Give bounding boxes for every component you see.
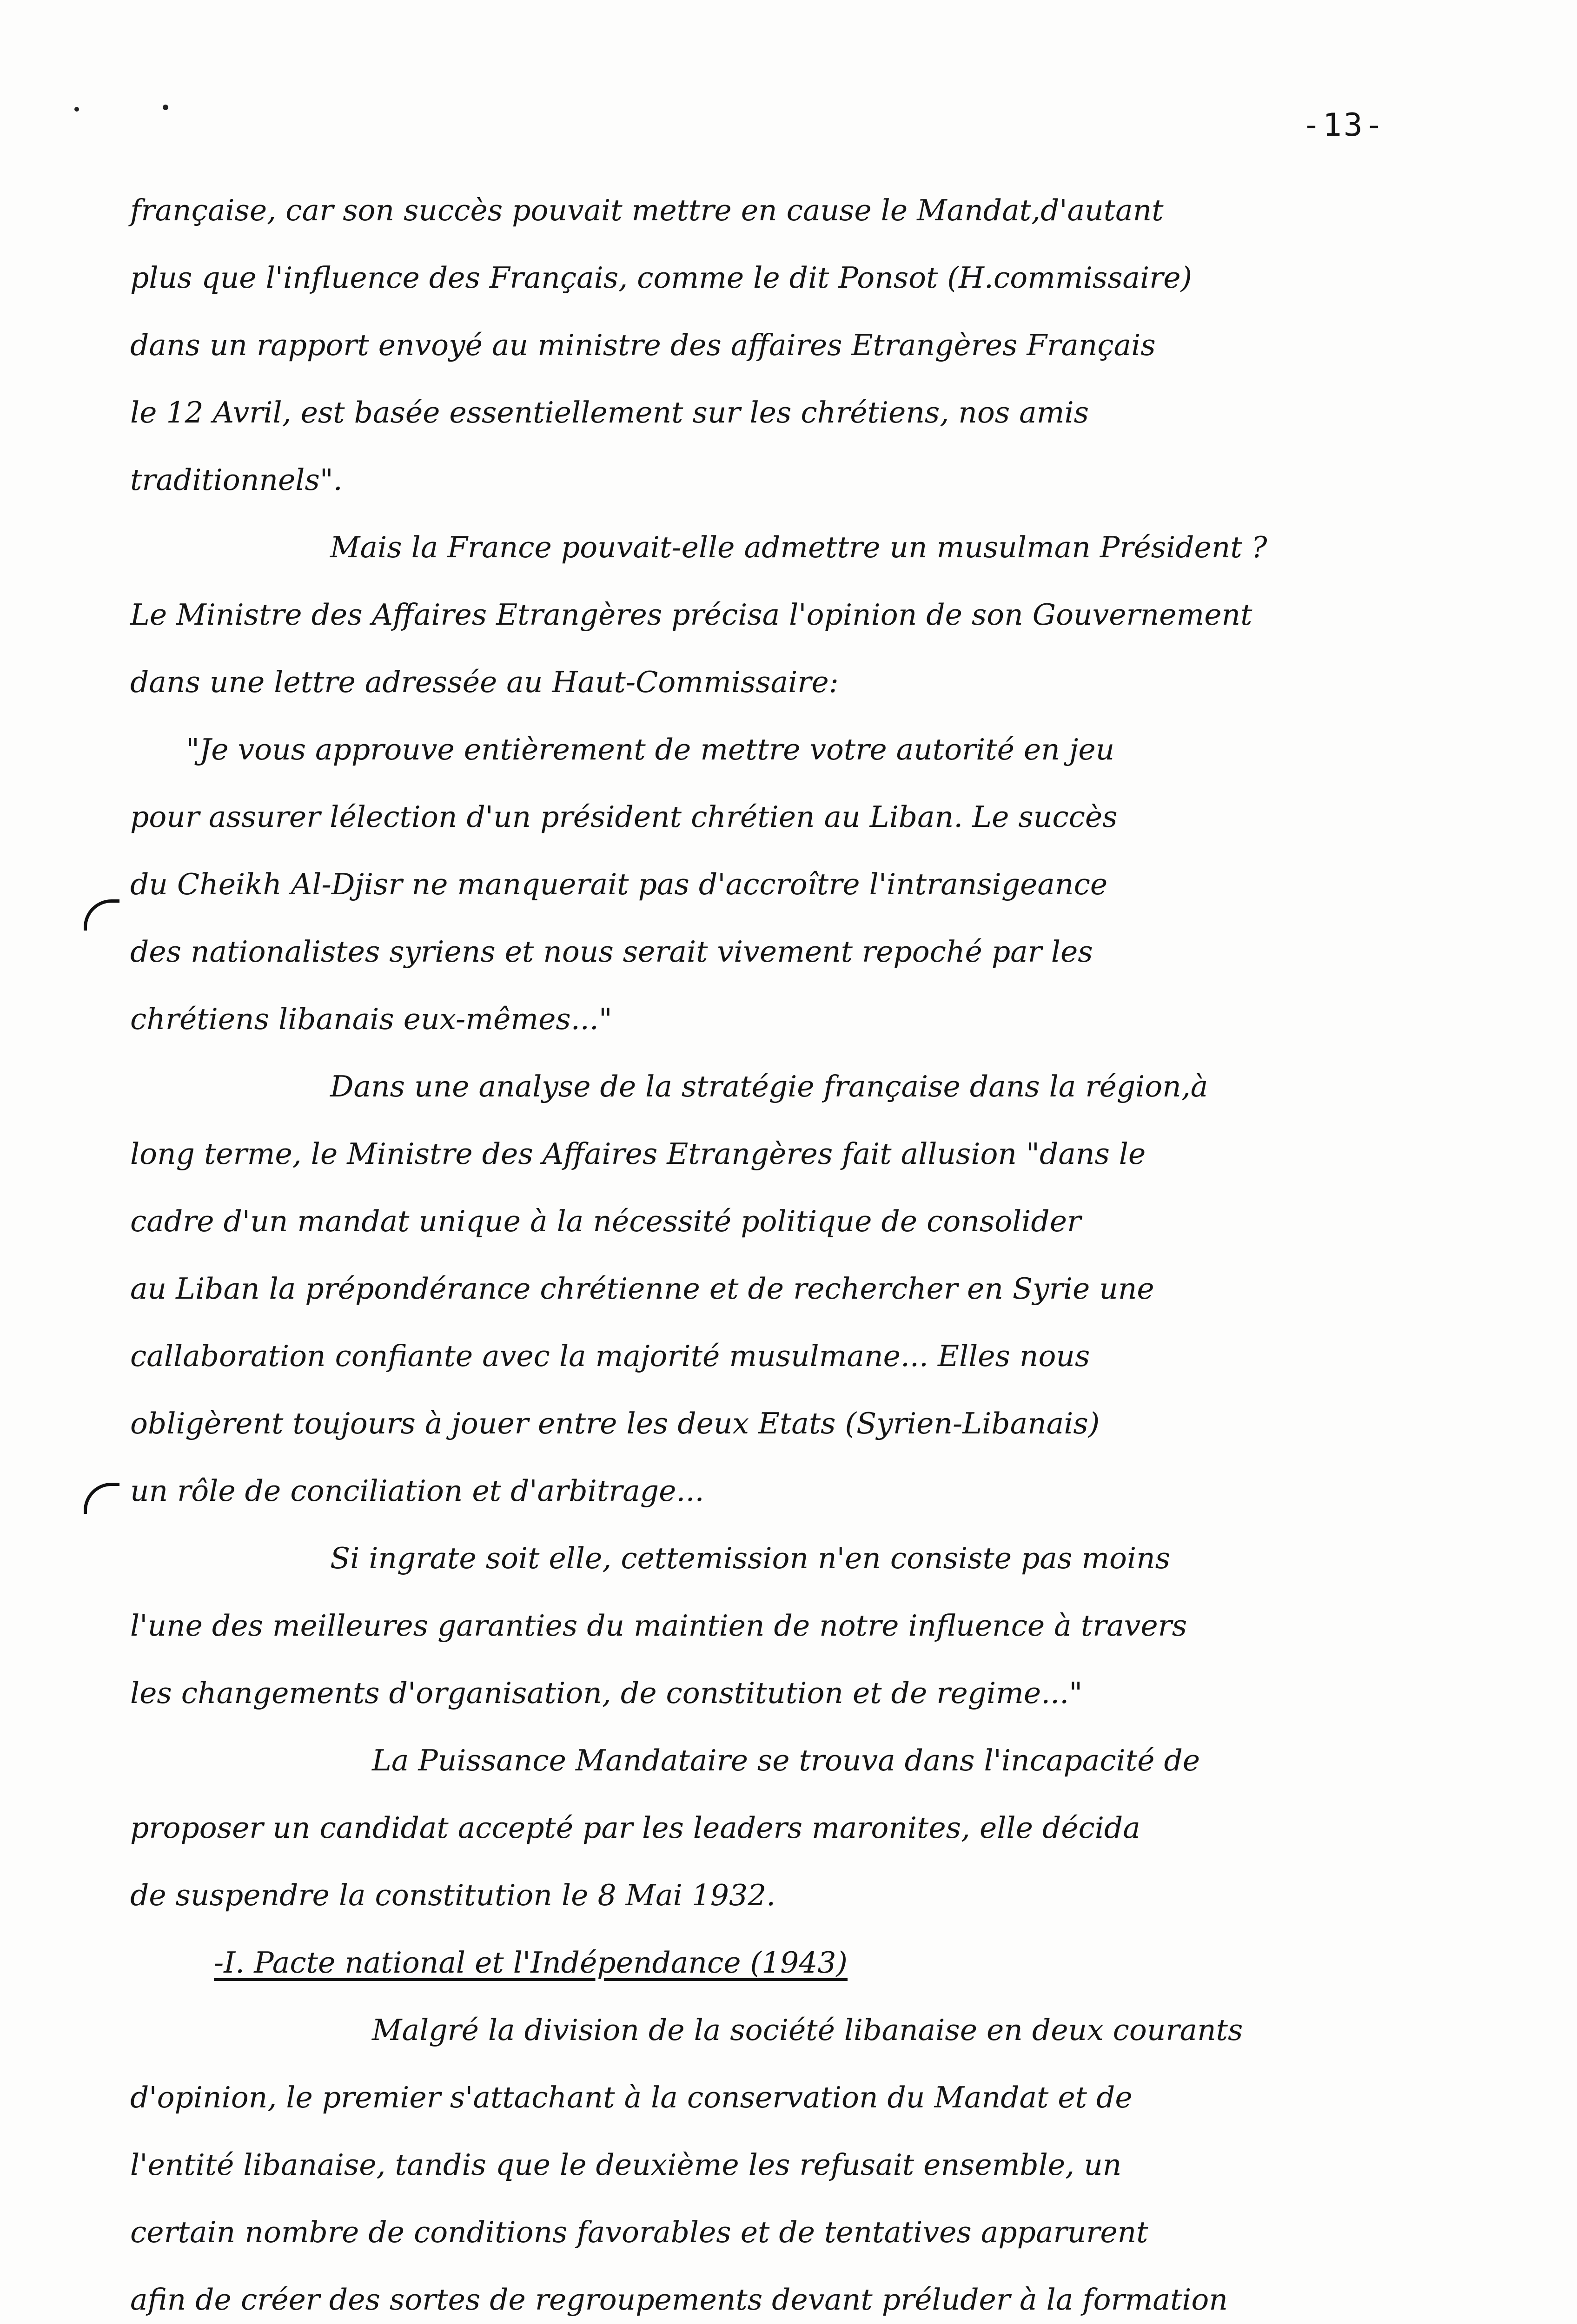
text-line: plus que l'influence des Français, comme le dit Ponsot (H.commissaire)	[130, 261, 1193, 295]
section-heading: -I. Pacte national et l'Indépendance (1943)	[214, 1946, 848, 1980]
text-line: les changements d'organisation, de constitution et de regime..."	[130, 1676, 1083, 1710]
quote-line: pour assurer lélection d'un président chrétien au Liban. Le succès	[130, 800, 1118, 834]
scan-speck	[74, 107, 79, 112]
text-line: afin de créer des sortes de regroupements devant préluder à la formation	[130, 2283, 1228, 2317]
quote-line: chrétiens libanais eux-mêmes..."	[130, 1002, 612, 1036]
text-line: française, car son succès pouvait mettre en cause le Mandat,d'autant	[130, 193, 1164, 227]
body-text	[130, 177, 1525, 2324]
text-line: le 12 Avril, est basée essentiellement sur les chrétiens, nos amis	[130, 396, 1089, 429]
quote-line: du Cheikh Al-Djisr ne manquerait pas d'accroître l'intransigeance	[130, 867, 1108, 901]
text-line: Si ingrate soit elle, cettemission n'en consiste pas moins	[330, 1541, 1171, 1575]
text-line: long terme, le Ministre des Affaires Etrangères fait allusion "dans le	[130, 1137, 1146, 1171]
page-number: -13-	[1302, 107, 1385, 144]
text-line: obligèrent toujours à jouer entre les deux Etats (Syrien-Libanais)	[130, 1406, 1100, 1440]
text-line: proposer un candidat accepté par les leaders maronites, elle décida	[130, 1811, 1140, 1845]
text-line: l'entité libanaise, tandis que le deuxième les refusait ensemble, un	[130, 2148, 1122, 2182]
text-line: Malgré la division de la société libanaise en deux courants	[372, 2013, 1243, 2047]
text-line: dans un rapport envoyé au ministre des affaires Etrangères Français	[130, 328, 1156, 362]
text-line: callaboration confiante avec la majorité musulmane... Elles nous	[130, 1339, 1090, 1373]
text-line: cadre d'un mandat unique à la nécessité politique de consolider	[130, 1204, 1081, 1238]
margin-mark	[84, 899, 119, 931]
text-line: d'opinion, le premier s'attachant à la conservation du Mandat et de	[130, 2080, 1133, 2114]
text-line: l'une des meilleures garanties du maintien de notre influence à travers	[130, 1609, 1187, 1643]
text-line: un rôle de conciliation et d'arbitrage...	[130, 1474, 704, 1508]
text-line: de suspendre la constitution le 8 Mai 1932.	[130, 1878, 776, 1912]
scan-speck	[163, 105, 168, 110]
quote-line: "Je vous approuve entièrement de mettre votre autorité en jeu	[186, 733, 1115, 766]
margin-mark	[84, 1483, 119, 1514]
text-line: dans une lettre adressée au Haut-Commissaire:	[130, 665, 839, 699]
text-line: La Puissance Mandataire se trouva dans l'incapacité de	[372, 1743, 1200, 1777]
text-line: traditionnels".	[130, 463, 343, 497]
text-line: au Liban la prépondérance chrétienne et de rechercher en Syrie une	[130, 1272, 1154, 1306]
text-line: Mais la France pouvait-elle admettre un musulman Président ?	[330, 530, 1267, 564]
text-line: certain nombre de conditions favorables et de tentatives apparurent	[130, 2215, 1148, 2249]
text-line: Le Ministre des Affaires Etrangères précisa l'opinion de son Gouvernement	[130, 598, 1252, 632]
quote-line: des nationalistes syriens et nous serait vivement repoché par les	[130, 935, 1093, 969]
text-line: Dans une analyse de la stratégie française dans la région,à	[330, 1070, 1208, 1103]
